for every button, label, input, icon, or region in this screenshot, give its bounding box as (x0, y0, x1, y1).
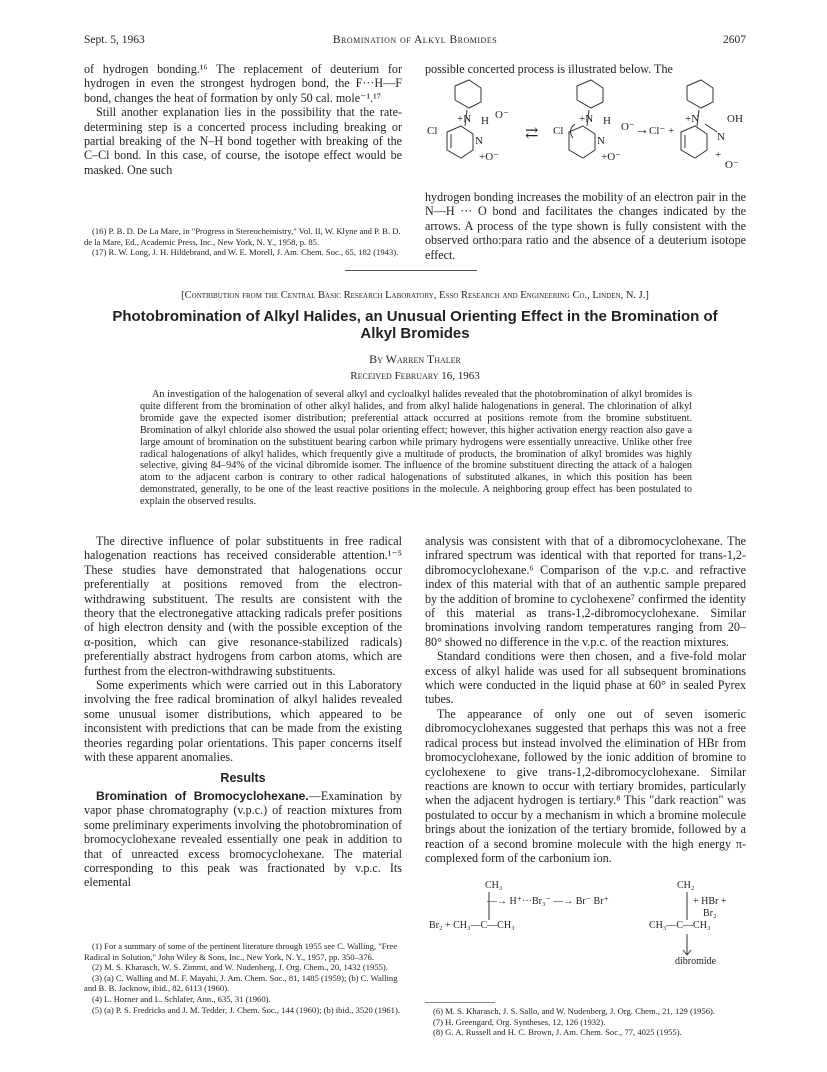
paragraph: The directive influence of polar substituents in free radical halogenation reactions has received considerable attention.¹⁻⁵ These studies have demonstrated that halogenations occur preferentially at positions removed from the electron-withdrawing substituent. The results are consistent with the theory that the electronegative attacking radicals prefer positions of high electron density and (with the possible exception of the α-position, which can give resonance-stabilized radicals) preferentially abstract hydrogens from carbon atoms, which are furthest from the electron-withdrawing substituents. (84, 534, 402, 678)
paragraph: of hydrogen bonding.¹⁶ The replacement of deuterium for hydrogen in even the strongest hydrogen bond, the F···H—F bond, changes the heat of formation by only 50 cal. mole⁻¹.¹⁷ (84, 62, 402, 105)
results-text: —Examination by vapor phase chromatography (v.p.c.) of reaction mixtures from some preliminary experiments involving the photobromination of bromocyclohexane revealed essentially one peak in addition to that of unreacted excess bromocyclohexane. The material corresponding to this peak was fractionated by v.p.c. Its elemental (84, 788, 402, 890)
piperidine-ring (455, 80, 481, 108)
chem-atom: N (597, 135, 605, 147)
chem-atom: Cl (427, 125, 438, 137)
top-right-paragraph (425, 190, 746, 262)
running-title: Bromination of Alkyl Bromides (332, 34, 498, 46)
chem-group: + HBr + (693, 896, 727, 907)
chem-atom: O⁻ (725, 159, 739, 171)
chem-atom: H (603, 115, 611, 127)
abstract (140, 389, 692, 508)
left-column (84, 534, 402, 890)
chem-label: dibromide (675, 956, 717, 967)
top-left-footnotes (84, 226, 402, 258)
concerted-process-scheme (425, 78, 750, 182)
top-left-column (84, 62, 402, 177)
chem-product: CH₃—C—CH₃ (649, 920, 711, 931)
contribution-line: [Contribution from the Central Basic Research Laboratory, Esso Research and Engineering Co., Linden, N. J.] (181, 290, 649, 301)
footnote: (7) H. Greengard, Org. Syntheses, 12, 126 (1932). (433, 1016, 606, 1027)
paragraph: analysis was consistent with that of a dibromocyclohexane. The infrared spectrum was identical with that reported for trans-1,2-dibromocyclohexane.⁶ Comparison of the v.p.c. and refractive index of this material with that of an authentic sample prepared by the addition of bromine to cyclohexene⁷ confirmed the identity of this material as trans-1,2-dibromocyclohexane. Similar brominations involving random temperatures ranging from 20–80° showed no difference in the v.p.c. of the reaction mixtures. (425, 534, 746, 649)
chem-atom: +O⁻ (601, 151, 621, 163)
equilibrium-arrow: ⇄ (525, 125, 539, 142)
chem-atom: O⁻ (621, 121, 635, 133)
chem-atom: +O⁻ (479, 151, 499, 163)
chem-step: —→ H⁺···Br₃⁻ —→ Br⁻ Br⁺ (487, 896, 609, 907)
chem-atom: Cl⁻ + (649, 125, 675, 137)
chem-atom: +N (457, 113, 472, 125)
chem-atom: + (715, 149, 722, 161)
article-title: Photobromination of Alkyl Halides, an Unusual Orienting Effect in the Bromination of Alkyl Bromides (112, 308, 718, 342)
chem-atom: H (481, 115, 489, 127)
section-divider (345, 270, 477, 271)
carbonium-ion-scheme (425, 880, 746, 976)
reaction-arrow: → (635, 123, 649, 138)
footnote: (3) (a) C. Walling and M. F. Mayahi, J. Am. Chem. Soc., 81, 1485 (1959); (b) C. Walling and B. B. Jacknow, ibid., 82, 6113 (1960). (84, 972, 398, 994)
footnote: (5) (a) P. S. Fredricks and J. M. Tedder, J. Chem. Soc., 144 (1960); (b) ibid., 3520 (1961). (92, 1004, 400, 1015)
footnote: (4) L. Horner and L. Schlafer, Ann., 635, 31 (1960). (92, 993, 271, 1004)
results-heading: Results (220, 770, 266, 785)
header-date: Sept. 5, 1963 (84, 34, 145, 46)
results-subheading: Bromination of Bromocyclohexane. (96, 788, 309, 803)
chem-group: CH₃ (485, 880, 503, 891)
chem-atom: N (717, 131, 725, 143)
scheme-lines (425, 880, 746, 976)
paragraph: possible concerted process is illustrated below. The (425, 62, 673, 76)
paragraph: Some experiments which were carried out in this Laboratory involving the free radical bromination of alkyl halides revealed some unusual isomer distributions, which appeared to be inconsistent with predictions that can be made from the existing theories regarding polar orientations. This paper concerns itself with these apparent anomalies. (84, 678, 402, 765)
left-footnotes (84, 941, 402, 1015)
footnote: (16) P. B. D. De La Mare, in "Progress in Stereochemistry," Vol. II, W. Klyne and P. B. D. de la Mare, Ed., Academic Press, Inc., New York, N. Y., 1958, p. 85. (84, 226, 401, 247)
paragraph: The appearance of only one out of seven isomeric dibromocyclohexanes suggested that perhaps this was not a free radical process but instead involved the elimination of HBr from bromocyclohexane, followed by the ionic addition of bromine to cyclohexene to give trans-1,2-dibromocyclohexane. Similar reactions are known to occur with tertiary bromides, particularly when the adjacent hydrogen is tertiary.⁸ This "dark reaction" was postulated to occur by a mechanism in which a bromine molecule brings about the ionization of the tertiary bromide, followed by a reaction of a second bromine molecule with the high energy π-complexed form of the carbonium ion. (425, 706, 746, 865)
chem-atom: N (475, 135, 483, 147)
chem-group: Br₂ (703, 908, 717, 919)
chem-atom: Cl (553, 125, 564, 137)
footnote: (8) G. A. Russell and H. C. Brown, J. Am. Chem. Soc., 77, 4025 (1955). (433, 1027, 682, 1038)
paragraph: Still another explanation lies in the possibility that the rate-determining step is a concerted process including breaking or partial breaking of the N–H bond together with breaking of the C–Cl bond. In this case, of course, the isotope effect would be masked. One such (84, 105, 402, 177)
chem-atom: +N (685, 113, 700, 125)
footnote-divider (425, 1002, 495, 1003)
page-number: 2607 (723, 34, 746, 46)
chem-group: CH₂ (677, 880, 695, 891)
footnote: (6) M. S. Kharasch, J. S. Sallo, and W. Nudenberg, J. Org. Chem., 21, 129 (1956). (433, 1006, 716, 1016)
chem-atom: O⁻ (495, 109, 509, 121)
footnote: (1) For a summary of some of the pertinent literature through 1955 see C. Walling, "Free Radical in Solution," John Wiley & Sons, Inc., New York, N. Y., 1957, pp. 350–376. (84, 941, 398, 962)
chem-atom: OH (727, 113, 743, 125)
footnote: (2) M. S. Kharasch, W. S. Zimmt, and W. Nudenberg, J. Org. Chem., 20, 1432 (1955). (92, 962, 388, 973)
footnote: (17) R. W. Long, J. H. Hildebrand, and W. E. Morell, J. Am. Chem. Soc., 65, 182 (1943). (92, 247, 399, 258)
top-right-intro (425, 62, 746, 76)
right-column (425, 534, 746, 865)
chem-atom: +N (579, 113, 594, 125)
chem-reactant: Br₂ + CH₃—C—CH₃ (429, 920, 515, 931)
paragraph: Standard conditions were then chosen, and a five-fold molar excess of alkyl halide was used for all subsequent brominations which were conducted in the liquid phase at 60° in sealed Pyrex tubes. (425, 649, 746, 707)
right-footnotes (425, 1006, 746, 1038)
abstract-text: An investigation of the halogenation of several alkyl and cycloalkyl halides revealed that the photobromination of alkyl bromides is quite different from the bromination of other alkyl halides, and from alkyl halide halogenations in general. The chlorination of alkyl bromide gave the expected isomer distribution; preferential attack occurred at positions remote from the bromine substituent. Bromination of alkyl chloride also showed the usual polar orienting effect; however, this higher activation energy reaction also gave a large amount of bromination on the substituent bearing carbon while primary hydrogens were essentially unreactive. Unlike other free radical halogenations of alkyl halides, which frequently give a multitude of products, the bromination of alkyl bromides was highly selective, giving 84–94% of the vicinal dibromide isomer. The influence of the bromine substituent directing the attack of a halogen atom to the adjacent carbon is contrary to other radical halogenations of substituted alkanes, in which this position has been demonstrated, generally, to be one of the least reactive positions in the molecule. A neighboring group effect has been postulated to explain the observed results. (140, 389, 692, 508)
paragraph: hydrogen bonding increases the mobility of an electron pair in the N—H ··· O bond and facilitates the changes indicated by the arrows. A process of the type shown is fully consistent with the observed ortho:para ratio and the absence of a deuterium isotope effect. (425, 190, 746, 262)
received-date: Received February 16, 1963 (350, 370, 480, 382)
author: By Warren Thaler (369, 352, 461, 366)
